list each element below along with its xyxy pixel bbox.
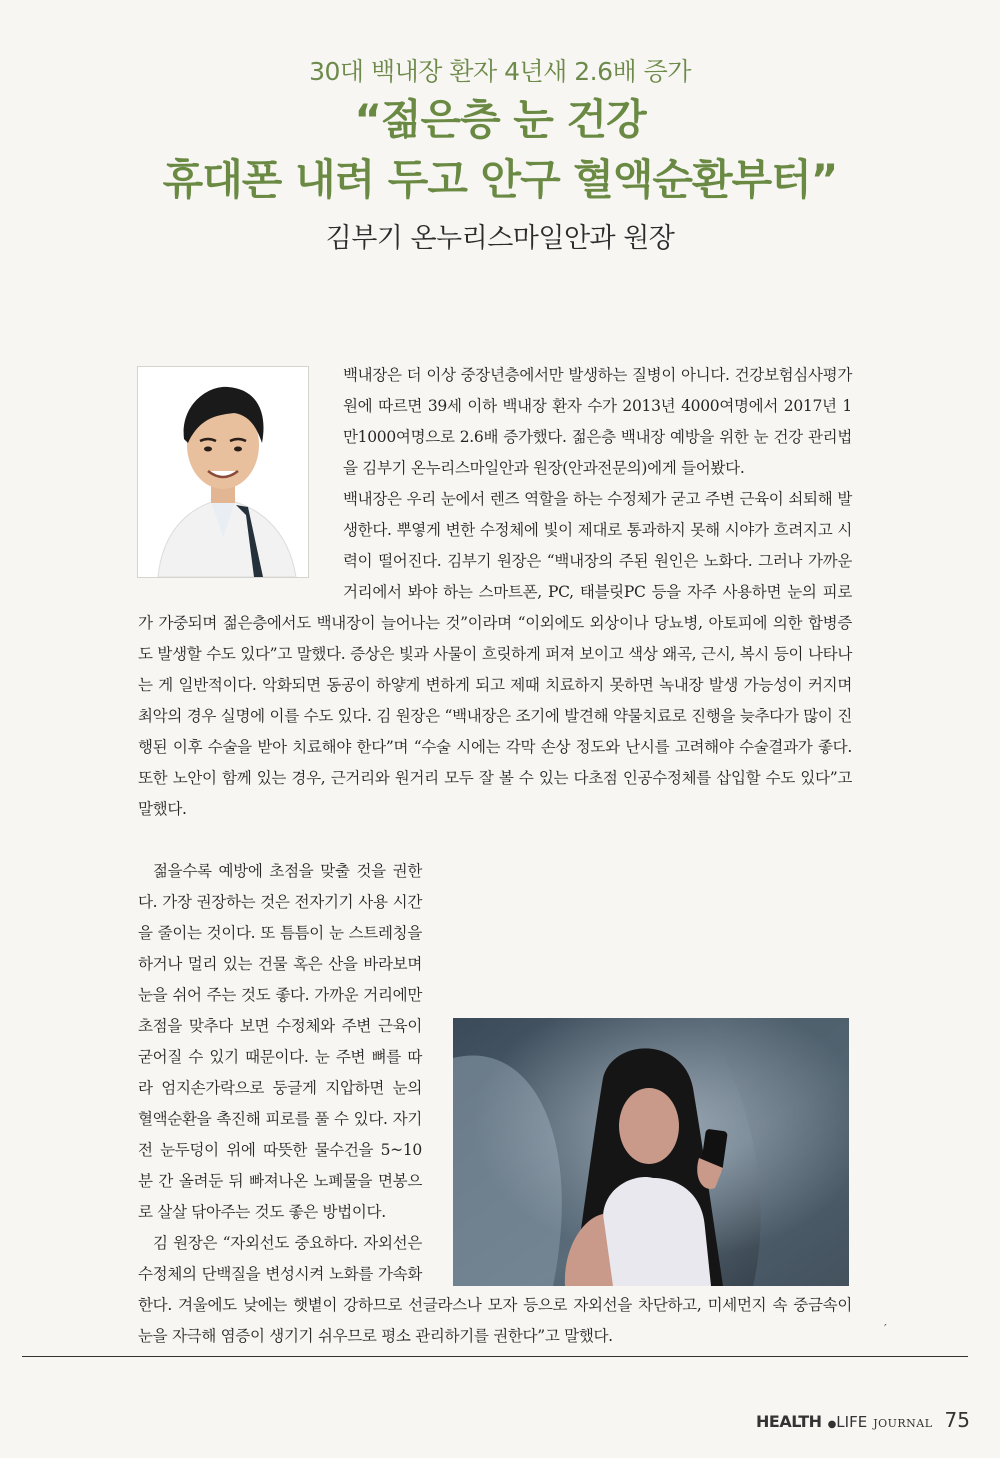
paragraph-3: 젊을수록 예방에 초점을 맞출 것을 권한다. 가장 권장하는 것은 전자기기 사용 시간을 줄이는 것이다. 또 틈틈이 눈 스트레칭을 하거나 멀리 있는 건물 혹은 산을 바라보며 눈을 쉬어 주는 것도 좋다. 가까운 거리에만 초점을 맞추다 보면 수정체와 주변 근육이 굳어질 수 있기 때문이다. 눈 주변 뼈를 따라 엄지손가락으로 둥글게 지압하면 눈의 혈액순환을 촉진해 피로를 풀 수 있다. 자기 전 눈두덩이 위에 따뜻한 물수건을 5~10분 간 올려둔 뒤 빠져나온 노폐물을 면봉으로 살살 닦아주는 것도 좋은 방법이다. bbox=[138, 862, 422, 1221]
article-headline bbox=[0, 90, 1000, 210]
doctor-portrait-illustration bbox=[138, 367, 308, 577]
brand-life: ●LIFE bbox=[827, 1413, 868, 1431]
headline-line-1: “젊은층 눈 건강 bbox=[354, 95, 646, 144]
page-footer bbox=[756, 1408, 970, 1432]
headline-line-2: 휴대폰 내려 두고 안구 혈액순환부터” bbox=[162, 155, 838, 204]
paragraph-2: 백내장은 우리 눈에서 렌즈 역할을 하는 수정체가 굳고 주변 근육이 쇠퇴해 발생한다. 뿌옇게 변한 수정체에 빛이 제대로 통과하지 못해 시야가 흐려지고 시력이 떨어진다. 김부기 원장은 “백내장의 주된 원인은 노화다. 그러나 가까운 거리에서 봐야 하는 스마트폰, PC, 태블릿PC 등을 자주 사용하면 눈의 피로가 가중되며 젊은층에서도 백내장이 늘어나는 것”이라며 “이외에도 외상이나 당뇨병, 아토피에 의한 합병증도 발생할 수도 있다”고 말했다. 증상은 빛과 사물이 흐릿하게 퍼져 보이고 색상 왜곡, 근시, 복시 등이 나타나는 게 일반적이다. 악화되면 동공이 하얗게 변하게 되고 제때 치료하지 못하면 녹내장 발생 가능성이 커지며 최악의 경우 실명에 이를 수도 있다. 김 원장은 “백내장은 조기에 발견해 약물치료로 진행을 늦추다가 많이 진행된 이후 수술을 받아 치료해야 한다”며 “수술 시에는 각막 손상 정도와 난시를 고려해야 수술결과가 좋다. 또한 노안이 함께 있는 경우, 근거리와 원거리 모두 잘 볼 수 있는 다초점 인공수정체를 삽입할 수도 있다”고 말했다. bbox=[138, 490, 852, 818]
stray-mark: ′ bbox=[884, 1322, 887, 1336]
brand-dot-icon: ● bbox=[827, 1419, 837, 1430]
doctor-portrait-image bbox=[137, 366, 309, 578]
brand-journal: JOURNAL bbox=[873, 1417, 933, 1430]
woman-phone-illustration bbox=[453, 1018, 849, 1286]
article-byline: 김부기 온누리스마일안과 원장 bbox=[325, 223, 675, 254]
paragraph-4: 김 원장은 “자외선도 중요하다. 자외선은 수정체의 단백질을 변성시켜 노화를 가속화 한다. 겨울에도 낮에는 햇볕이 강하므로 선글라스나 모자 등으로 자외선을 차단하고, 미세먼지 속 중금속이 눈을 자극해 염증이 생기기 쉬우므로 평소 관리하기를 권한다”고 말했다. bbox=[138, 1234, 852, 1345]
brand-health: HEALTH bbox=[756, 1412, 822, 1431]
page-number: 75 bbox=[944, 1408, 970, 1432]
woman-phone-photo bbox=[453, 1018, 849, 1286]
footer-rule bbox=[22, 1356, 968, 1357]
paragraph-1: 백내장은 더 이상 중장년층에서만 발생하는 질병이 아니다. 건강보험심사평가원에 따르면 39세 이하 백내장 환자 수가 2013년 4000여명에서 2017년 1만1000여명으로 2.6배 증가했다. 젊은층 백내장 예방을 위한 눈 건강 관리법을 김부기 온누리스마일안과 원장(안과전문의)에게 들어봤다. bbox=[343, 366, 852, 477]
article-kicker: 30대 백내장 환자 4년새 2.6배 증가 bbox=[309, 57, 691, 86]
